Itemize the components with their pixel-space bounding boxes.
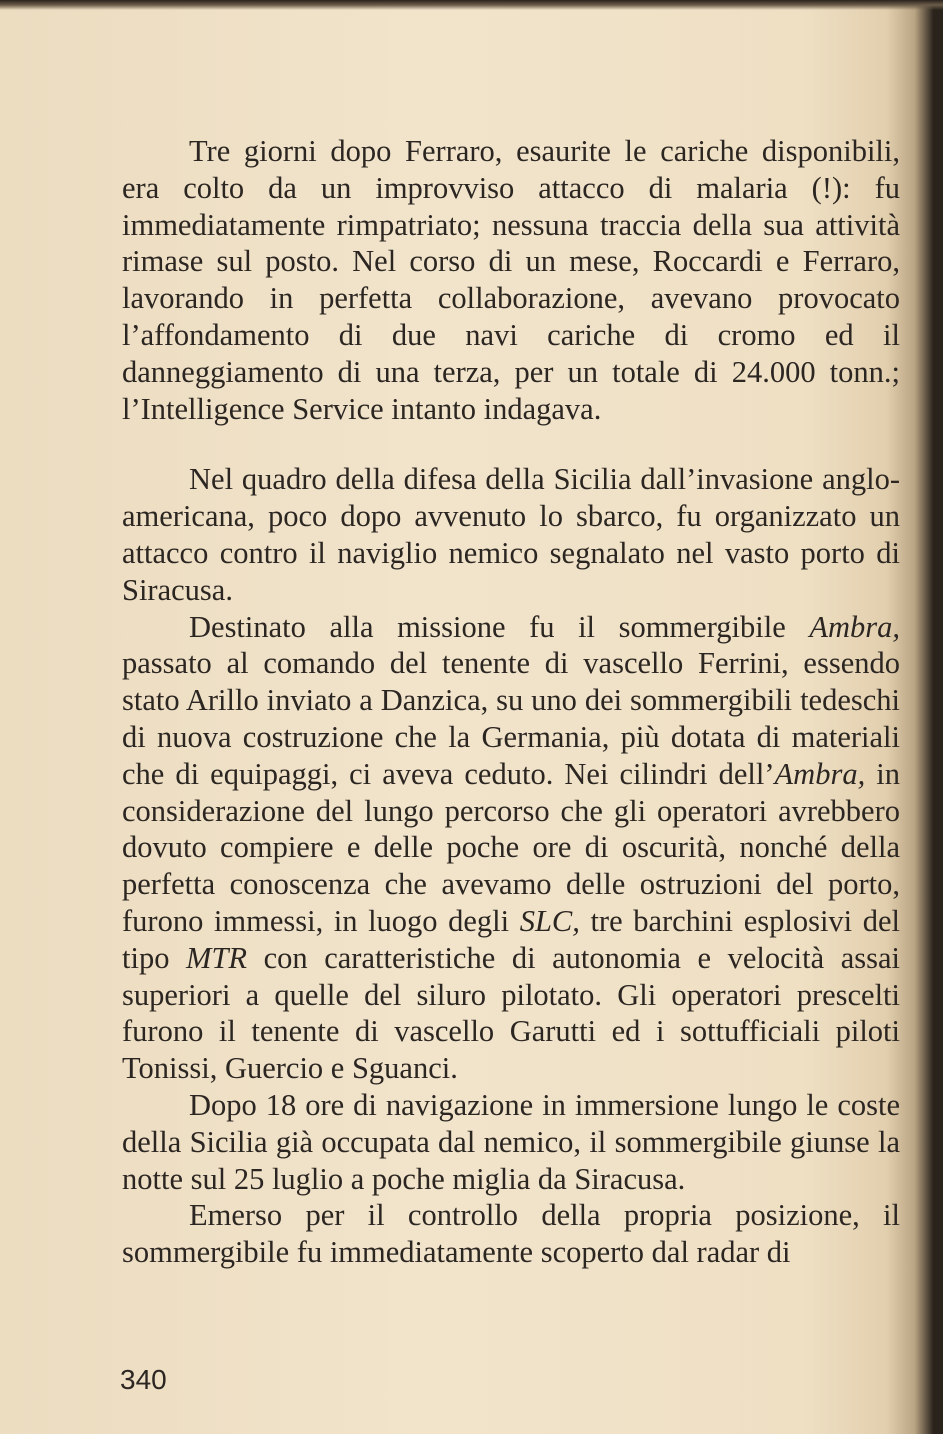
text-run: passato al comando del tenente di vascello Ferrini, essendo stato Arillo inviato a Danzica, su uno dei sommergibili tedeschi di nuova costruzione che la Germania, più dotata di materiali che di equipaggi, ci aveva ceduto. Nei cilindri dell’ — [122, 646, 900, 791]
text-run: Tre giorni dopo Ferraro, esaurite le cariche disponibili, era colto da un improvviso attacco di malaria (!): fu immediatamente rimpatriato; nessuna traccia della sua attività rimase sul posto. Nel corso di un mese, Roccardi e Ferraro, lavorando in perfetta collaborazione, avevano provocato l’affondamento di due navi cariche di cromo ed il danneggiamento di una terza, per un totale di 24.000 tonn.; l’Intelligence Service intanto indagava. — [122, 134, 900, 426]
italic-term: MTR — [186, 940, 248, 975]
italic-term: SLC, — [519, 903, 580, 938]
italic-ship-name: Ambra, — [774, 756, 866, 791]
paragraph — [122, 1087, 900, 1197]
italic-ship-name: Ambra, — [809, 609, 900, 644]
text-run: in considerazione del lungo percorso che gli operatori avrebbero dovuto compiere e delle poche ore di oscurità, nonché della perfetta conoscenza che avevamo delle ostruzioni del porto, furono immessi, in luogo degli — [122, 756, 900, 938]
paragraph — [122, 133, 900, 427]
text-run: con caratteristiche di autonomia e velocità assai superiori a quelle del siluro pilotato. Gli operatori prescelti furono il tenente di vascello Garutti ed i sottufficiali piloti Tonissi, Guercio e Sguanci. — [122, 940, 900, 1086]
text-run: Destinato alla missione fu il sommergibile — [189, 609, 810, 644]
text-run: Emerso per il controllo della propria posizione, il sommergibile fu immediatamente scoperto dal radar di — [122, 1198, 900, 1270]
text-run: Dopo 18 ore di navigazione in immersione lungo le coste della Sicilia già occupata dal nemico, il sommergibile giunse la notte sul 25 luglio a poche miglia da Siracusa. — [122, 1087, 900, 1196]
page-number: 340 — [120, 1364, 167, 1395]
text-run: Nel quadro della difesa della Sicilia dall’invasione anglo-americana, poco dopo avvenuto lo sbarco, fu organizzato un attacco contro il naviglio nemico segnalato nel vasto porto di Siracusa. — [122, 462, 900, 607]
paragraph — [122, 609, 900, 1087]
paragraph — [122, 461, 900, 608]
body-text — [122, 133, 900, 1271]
paragraph — [122, 1197, 900, 1271]
text-run: tre barchini esplosivi del tipo — [122, 903, 900, 975]
